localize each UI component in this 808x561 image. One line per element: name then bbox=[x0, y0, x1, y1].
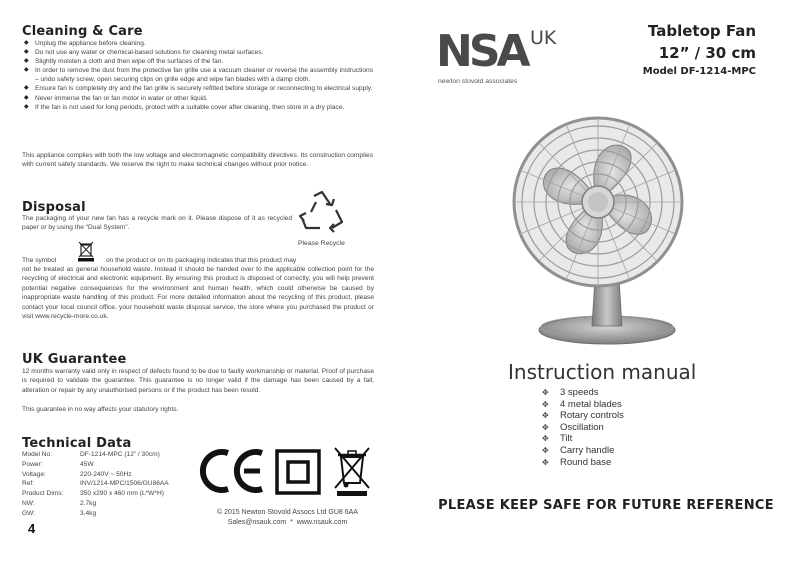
contact-separator: * bbox=[290, 519, 293, 526]
symbol-tail: on the product or on its packaging indicates that this product may bbox=[106, 257, 297, 264]
bullet-icon: ◆ bbox=[24, 85, 29, 92]
copyright-text: © 2015 Newton Stovold Assocs Ltd GU8 6AA bbox=[217, 509, 358, 516]
model-number: Model DF-1214-MPC bbox=[642, 66, 756, 77]
feature-bullet-icon: ✥ bbox=[542, 399, 549, 409]
tabletop-fan-image bbox=[512, 112, 692, 348]
compliance-text: This appliance complies with both the low voltage and electromagnetic compatibility directives. Its construction complies with current safety standards. We reserve the right to make technical changes without prior notice. bbox=[22, 152, 373, 169]
cleaning-item: ◆ In order to remove the dust from the protective fan grille use a vacuum cleaner or reverse the assembly instructions – undo safety screw, open securing clips on grille edge and wipe fan blades with a damp cloth. bbox=[24, 67, 373, 84]
bullet-icon: ◆ bbox=[24, 58, 29, 65]
recycle-caption: Please Recycle bbox=[298, 240, 345, 247]
cleaning-item: ◆ If the fan is not used for long periods, protect with a suitable cover after cleaning, then store in a dry place. bbox=[24, 103, 345, 111]
bullet-icon: ◆ bbox=[24, 49, 29, 56]
logo-tagline: newton stovold associates bbox=[438, 78, 518, 85]
logo-suffix: UK bbox=[530, 27, 557, 49]
product-size: 12” / 30 cm bbox=[658, 44, 756, 62]
double-insulation-icon bbox=[275, 449, 321, 495]
feature-item: ✥ Round base bbox=[542, 456, 612, 468]
technical-heading: Technical Data bbox=[22, 436, 132, 451]
guarantee-heading: UK Guarantee bbox=[22, 352, 127, 367]
feature-item: ✥ Tilt bbox=[542, 433, 573, 445]
feature-list bbox=[542, 387, 682, 468]
crossed-bin-icon bbox=[78, 240, 94, 262]
cleaning-item: ◆ Do not use any water or chemical-based solutions for cleaning metal surfaces. bbox=[24, 49, 264, 57]
website-link[interactable]: www.nsauk.com bbox=[296, 519, 348, 526]
guarantee-note: This guarantee in no way affects your statutory rights. bbox=[22, 406, 179, 413]
cleaning-heading: Cleaning & Care bbox=[22, 24, 143, 39]
guarantee-body: 12 months warranty valid only in respect of defects found to be due to faulty workmanship or material. Proof of purchase is required to validate the guarantee. This guarantee is no longer valid if the damage has been caused by a fall, alteration or repair by any unauthorised persons or if the product has been resold. bbox=[22, 368, 374, 394]
feature-bullet-icon: ✥ bbox=[542, 445, 549, 455]
technical-row: Product Dims: 350 x290 x 460 mm (L*W*H) bbox=[22, 490, 164, 498]
technical-row: NW: 2.7kg bbox=[22, 499, 97, 507]
technical-table bbox=[22, 450, 202, 519]
disposal-intro: The packaging of your new fan has a recycle mark on it. Please dispose of it as recycled paper or by using the “Dual System”. bbox=[22, 215, 292, 232]
page-number: 4 bbox=[28, 521, 36, 536]
right-page bbox=[404, 0, 808, 561]
cleaning-item: ◆ Slightly moisten a cloth and then wipe off the surfaces of the fan. bbox=[24, 58, 224, 66]
bullet-icon: ◆ bbox=[24, 40, 29, 46]
logo-mark: NSA bbox=[436, 26, 527, 77]
keep-safe-notice: PLEASE KEEP SAFE FOR FUTURE REFERENCE bbox=[438, 498, 774, 513]
nsa-logo bbox=[436, 26, 566, 90]
feature-item: ✥ Carry handle bbox=[542, 444, 615, 456]
cleaning-item: ◆ Ensure fan is completely dry and the fan grille is securely refitted before storage or reconnecting to electrical supply. bbox=[24, 85, 373, 93]
bullet-icon: ◆ bbox=[24, 103, 29, 110]
feature-item: ✥ 4 metal blades bbox=[542, 398, 622, 410]
cleaning-item: ◆ Unplug the appliance before cleaning. bbox=[24, 40, 146, 47]
cleaning-list bbox=[23, 39, 373, 112]
disposal-heading: Disposal bbox=[22, 200, 86, 215]
bullet-icon: ◆ bbox=[24, 94, 29, 101]
feature-item: ✥ Oscillation bbox=[542, 421, 604, 433]
feature-item: ✥ 3 speeds bbox=[542, 387, 599, 398]
technical-row: Power: 45W bbox=[22, 460, 94, 468]
technical-row: Ref: INV/1214-MPC/1506/GU86AA bbox=[22, 480, 169, 488]
technical-row: Voltage: 220-240V ~ 50Hz bbox=[22, 470, 132, 478]
email-link[interactable]: Sales@nsauk.com bbox=[227, 519, 287, 526]
feature-bullet-icon: ✥ bbox=[542, 411, 549, 421]
bullet-icon: ◆ bbox=[24, 67, 29, 74]
disposal-body: not be treated as general household waste. Instead it should be handed over to the applicable collection point for the recycling of electrical and electronic equipment. By ensuring this product is disposed of correctly, you will help prevent potential negative consequences for the environment and human health, which could otherwise be caused by inappropriate waste handling of this product. For more detailed information about the recycling of this product, please contact your local council office, your household waste disposal service, the store where you purchased the product or visit www.recycle-more.co.uk. bbox=[22, 266, 374, 321]
product-title: Tabletop Fan bbox=[647, 22, 756, 40]
cleaning-item: ◆ Never immerse the fan or fan motor in water or other liquid. bbox=[24, 94, 208, 102]
ce-mark-icon bbox=[196, 447, 268, 495]
manual-title: Instruction manual bbox=[508, 360, 697, 384]
feature-item: ✥ Rotary controls bbox=[542, 410, 624, 422]
feature-bullet-icon: ✥ bbox=[542, 434, 549, 444]
symbol-lead: The symbol bbox=[22, 257, 57, 264]
feature-bullet-icon: ✥ bbox=[542, 388, 549, 397]
technical-row: Model No: DF-1214-MPC (12” / 30cm) bbox=[22, 451, 160, 458]
recycle-icon bbox=[292, 188, 350, 234]
contact-line bbox=[190, 518, 385, 528]
feature-bullet-icon: ✥ bbox=[542, 422, 549, 432]
weee-bin-icon bbox=[333, 445, 371, 497]
feature-bullet-icon: ✥ bbox=[542, 457, 549, 467]
technical-row: GW: 3.4kg bbox=[22, 509, 97, 517]
